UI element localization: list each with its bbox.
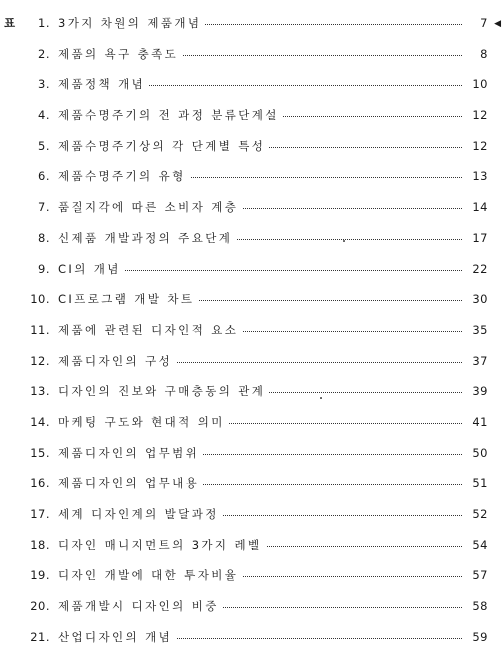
toc-entry: [0, 346, 504, 377]
toc-entry: [0, 591, 504, 622]
toc-entry-number: 16.: [30, 476, 50, 491]
page-edge-arrow-icon: ◀: [494, 19, 501, 29]
toc-entry-number: 9.: [38, 261, 50, 276]
toc-entry-page: 58: [472, 599, 488, 614]
toc-entry-title: 제품디자인의 업무내용: [58, 468, 203, 499]
toc-entry-title: 품질지각에 따른 소비자 계층: [58, 192, 242, 223]
toc-entry: [0, 315, 504, 346]
toc-entry-number: 20.: [30, 599, 50, 614]
toc-entry-page: 37: [472, 353, 488, 368]
toc-entry: [0, 161, 504, 192]
toc-entry-title: 3가지 차원의 제품개념: [58, 8, 205, 39]
toc-entry-number: 14.: [30, 414, 50, 429]
toc-entry-page: 54: [472, 537, 488, 552]
toc-entry: [0, 39, 504, 70]
toc-entry: [0, 499, 504, 530]
toc-entry: [0, 560, 504, 591]
toc-entry-number: 21.: [30, 629, 50, 644]
toc-entry-number: 17.: [30, 507, 50, 521]
toc-entry: [0, 192, 504, 223]
toc-entry: [0, 468, 504, 499]
toc-entry-number: 10.: [30, 292, 50, 307]
toc-entry-page: 17: [472, 230, 488, 245]
toc-entry: [0, 284, 504, 315]
toc-entry-page: 22: [472, 261, 488, 276]
toc-entry-page: 13: [472, 169, 488, 184]
toc-entry-page: 52: [472, 507, 488, 521]
toc-entry-page: 39: [472, 384, 488, 399]
toc-entry-number: 19.: [30, 568, 50, 583]
toc-entry-title: 제품디자인의 구성: [58, 346, 176, 377]
toc-entry-title: 세계 디자인계의 발달과정: [58, 499, 223, 530]
toc-entry-title: 마케팅 구도와 현대적 의미: [58, 407, 229, 438]
toc-prefix: 표: [4, 16, 16, 30]
toc-entry-number: 11.: [30, 322, 50, 337]
toc-entry-page: 35: [472, 322, 488, 337]
toc-entry-number: 7.: [38, 200, 50, 215]
toc-entry-number: 8.: [38, 230, 50, 245]
toc-entry-title: CI프로그램 개발 차트: [58, 284, 198, 315]
scan-speck: [320, 397, 322, 399]
toc-entry: [0, 131, 504, 162]
toc-entry-title: 디자인 매니지먼트의 3가지 레벨: [58, 530, 266, 561]
toc-entry-title: 제품디자인의 업무범위: [58, 438, 203, 469]
toc-entry-page: 59: [472, 629, 488, 644]
toc-entry-page: 30: [472, 292, 488, 307]
toc-entry-number: 2.: [38, 46, 50, 61]
toc-entry-title: 산업디자인의 개념: [58, 622, 176, 652]
toc-entry-number: 15.: [30, 445, 50, 460]
toc-entry: [0, 8, 504, 39]
toc-entry-page: 51: [472, 476, 488, 491]
toc-entry-number: 12.: [30, 353, 50, 368]
scan-speck: [343, 240, 345, 242]
toc-entry-title: 디자인 개발에 대한 투자비율: [58, 560, 242, 591]
toc-entry-page: 7: [480, 16, 488, 30]
toc-entry-title: 제품수명주기의 유형: [58, 161, 190, 192]
toc-entry: [0, 254, 504, 285]
toc-entry: [0, 530, 504, 561]
toc-entry-title: 제품수명주기상의 각 단계별 특성: [58, 131, 269, 162]
toc-entry-page: 12: [472, 138, 488, 153]
toc-entry: [0, 438, 504, 469]
toc-entry: [0, 69, 504, 100]
toc-entry-title: CI의 개념: [58, 254, 125, 285]
toc-entry-title: 제품개발시 디자인의 비중: [58, 591, 223, 622]
toc-entry-title: 디자인의 진보와 구매층동의 관계: [58, 376, 269, 407]
toc-entry-number: 3.: [38, 77, 50, 92]
toc-entry-title: 제품정책 개념: [58, 69, 149, 100]
toc-entry-number: 6.: [38, 169, 50, 184]
toc-entry-title: 제품수명주기의 전 과정 분류단계설: [58, 100, 283, 131]
toc-entry-page: 57: [472, 568, 488, 583]
toc-entry-page: 8: [480, 46, 488, 61]
toc-entry-page: 12: [472, 108, 488, 123]
toc-entry-page: 10: [472, 77, 488, 92]
toc-entry: [0, 376, 504, 407]
table-of-figures: [0, 8, 504, 652]
toc-entry: [0, 622, 504, 652]
toc-entry-number: 13.: [30, 384, 50, 399]
toc-entry-number: 1.: [38, 16, 50, 30]
toc-entry-title: 신제품 개발과정의 주요단계: [58, 223, 236, 254]
toc-entry-title: 제품의 욕구 충족도: [58, 39, 182, 70]
toc-entry: [0, 100, 504, 131]
toc-entry-number: 4.: [38, 108, 50, 123]
toc-entry-page: 50: [472, 445, 488, 460]
toc-entry-number: 5.: [38, 138, 50, 153]
toc-entry: [0, 407, 504, 438]
toc-entry-page: 41: [472, 414, 488, 429]
toc-entry-page: 14: [472, 200, 488, 215]
toc-entry-number: 18.: [30, 537, 50, 552]
toc-entry: [0, 223, 504, 254]
toc-entry-title: 제품에 관련된 디자인적 요소: [58, 315, 242, 346]
